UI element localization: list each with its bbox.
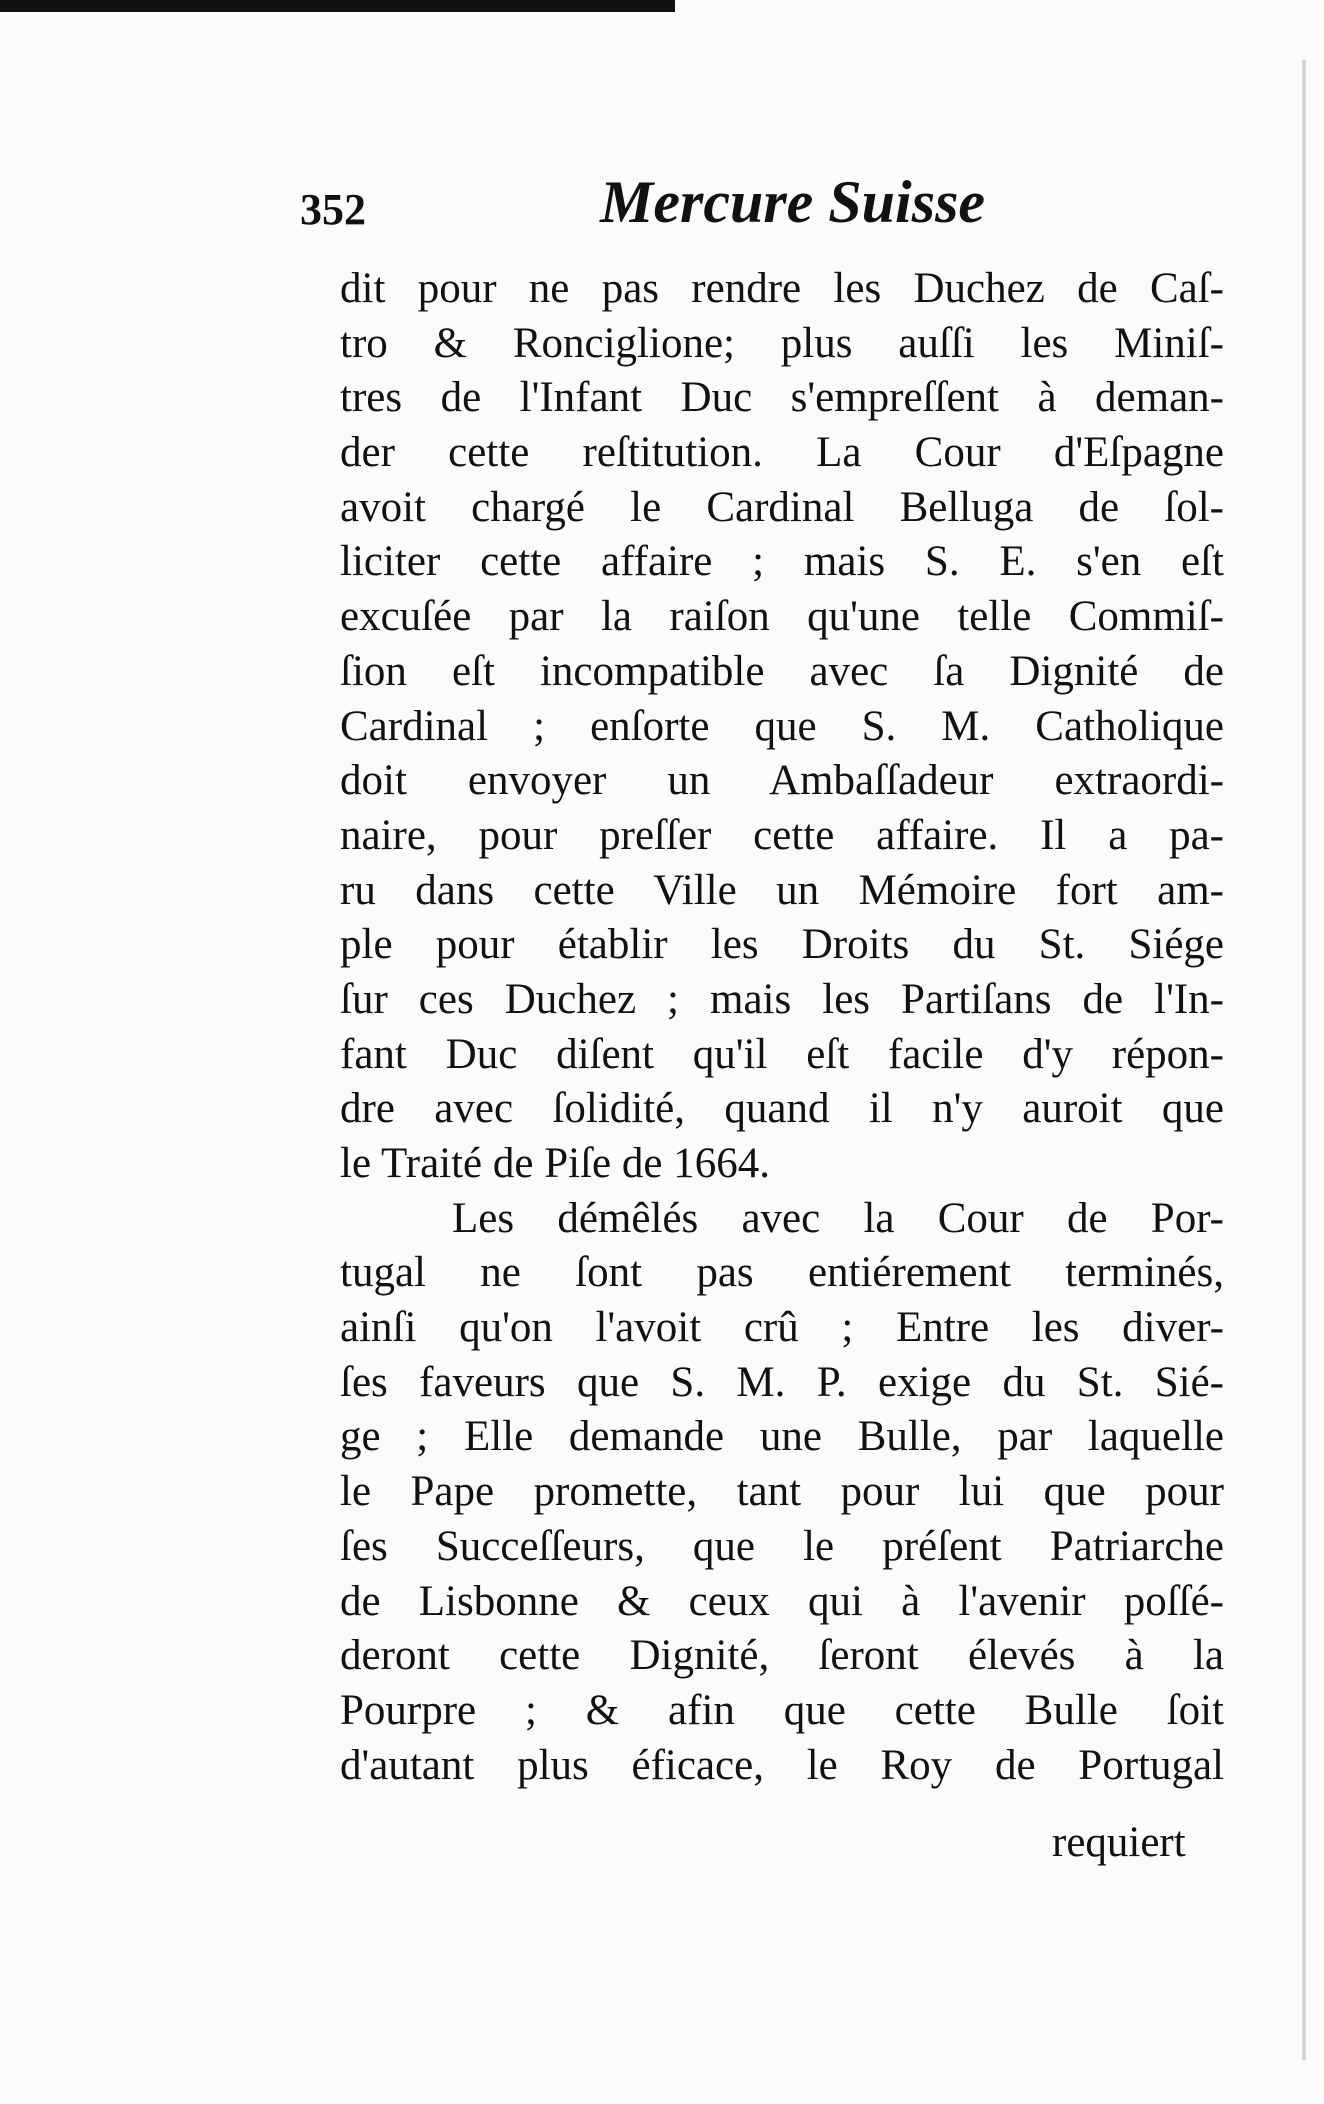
text-line: naire, pour preſſer cette affaire. Il a pa-: [340, 811, 1224, 859]
text-line: liciter cette affaire ; mais S. E. s'en eſt: [340, 538, 1224, 586]
text-line: de Lisbonne & ceux qui à l'avenir poſſé-: [340, 1577, 1224, 1625]
text-line: dre avec ſolidité, quand il n'y auroit que: [340, 1085, 1224, 1133]
text-line: le Pape promette, tant pour lui que pour: [340, 1468, 1224, 1516]
text-line: ſur ces Duchez ; mais les Partiſans de l'In-: [340, 975, 1224, 1023]
page-header: [300, 168, 1220, 248]
text-line: Pourpre ; & afin que cette Bulle ſoit: [340, 1686, 1224, 1734]
text-line: Cardinal ; enſorte que S. M. Catholique: [340, 702, 1224, 750]
text-line: ſes Succeſſeurs, que le préſent Patriarche: [340, 1522, 1224, 1570]
text-line: ainſi qu'on l'avoit crû ; Entre les diver-: [340, 1304, 1224, 1352]
catchword: requiert: [1052, 1819, 1186, 1866]
body-text: [340, 262, 1224, 1793]
text-line: fant Duc diſent qu'il eſt facile d'y répon-: [340, 1030, 1224, 1078]
text-line: deront cette Dignité, ſeront élevés à la: [340, 1632, 1224, 1680]
text-line: avoit chargé le Cardinal Belluga de ſol-: [340, 483, 1224, 531]
text-line: ru dans cette Ville un Mémoire fort am-: [340, 866, 1224, 914]
top-edge-rule: [0, 0, 675, 12]
text-line: ple pour établir les Droits du St. Siége: [340, 921, 1224, 969]
gutter-shadow: [1302, 60, 1306, 2060]
page-number: 352: [300, 185, 366, 234]
running-title: Mercure Suisse: [600, 169, 986, 235]
text-line: d'autant plus éficace, le Roy de Portugal: [340, 1741, 1224, 1789]
text-line: doit envoyer un Ambaſſadeur extraordi-: [340, 757, 1224, 805]
text-line: tro & Ronciglione; plus auſſi les Miniſ-: [340, 319, 1224, 367]
paragraph-start-line: Les démêlés avec la Cour de Por-: [452, 1194, 1224, 1242]
text-line: der cette reſtitution. La Cour d'Eſpagne: [340, 429, 1224, 477]
text-line: ſes faveurs que S. M. P. exige du St. Sié-: [340, 1358, 1224, 1406]
text-line: tugal ne ſont pas entiérement terminés,: [340, 1249, 1224, 1297]
paragraph-end-line: le Traité de Piſe de 1664.: [340, 1140, 770, 1187]
text-line: ſion eſt incompatible avec ſa Dignité de: [340, 647, 1224, 695]
text-line: excuſée par la raiſon qu'une telle Commiſ-: [340, 593, 1224, 641]
text-line: dit pour ne pas rendre les Duchez de Caſ-: [340, 265, 1224, 312]
text-line: ge ; Elle demande une Bulle, par laquelle: [340, 1413, 1224, 1461]
text-line: tres de l'Infant Duc s'empreſſent à deman-: [340, 374, 1224, 422]
